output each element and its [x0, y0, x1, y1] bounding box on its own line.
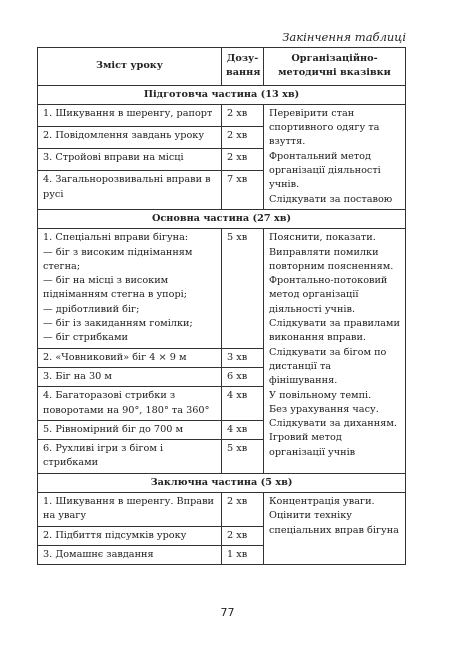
row-content-title: 1. Спеціальні вправи бігуна:: [43, 232, 189, 244]
sub-item: — біг з високим підніманням стегна;: [43, 246, 193, 272]
header-content: Зміст уроку: [38, 48, 222, 86]
row-dose: 2 хв: [222, 493, 264, 527]
row-content: 4. Загальнорозвивальні вправи в русі: [38, 171, 222, 210]
row-dose: 2 хв: [222, 127, 264, 149]
row-content: [38, 229, 222, 348]
row-content: 3. Стройові вправи на місці: [38, 149, 222, 171]
table-row: [38, 104, 406, 126]
page-number: 77: [220, 606, 235, 619]
row-content: 5. Рівномірний біг до 700 м: [38, 420, 222, 439]
sub-item: — біг із закиданням гомілки;: [43, 318, 193, 330]
note-line: Концентрація уваги.: [269, 496, 375, 508]
notes-main: [264, 229, 406, 473]
row-content: 2. Підбиття підсумків уроку: [38, 526, 222, 545]
row-dose: 1 хв: [222, 545, 264, 564]
row-dose: 2 хв: [222, 104, 264, 126]
note-line: У повільному темпі.: [269, 389, 372, 401]
note-line: Слідкувати за диханням.: [269, 418, 397, 430]
row-content: 4. Багаторазові стрибки з поворотами на 90°, 180° та 360°: [38, 387, 222, 421]
row-content: 2. «Човниковий» біг 4 × 9 м: [38, 348, 222, 367]
header-guidance-line2: методичні вказівки: [278, 67, 391, 79]
section-row-preparatory: [38, 85, 406, 104]
section-title-main: Основна частина (27 хв): [38, 209, 406, 228]
row-dose: 7 хв: [222, 171, 264, 210]
table-continuation-note: Закінчення таблиці: [282, 30, 406, 44]
row-dose: 2 хв: [222, 526, 264, 545]
note-line: Фронтальний метод організації діяльності учнів.: [269, 150, 381, 191]
header-guidance: [264, 48, 406, 86]
row-dose: 2 хв: [222, 149, 264, 171]
note-line: Виправляти помилки повторним поясненням.: [269, 246, 394, 272]
notes-preparatory: [264, 104, 406, 209]
row-content: 3. Біг на 30 м: [38, 367, 222, 386]
note-line: Пояснити, показати.: [269, 232, 376, 244]
note-line: Перевірити стан спортивного одягу та взуття.: [269, 107, 380, 148]
section-row-final: [38, 473, 406, 492]
note-line: Оцінити техніку спеціальних вправ бігуна: [269, 510, 399, 536]
note-line: Слідкувати за поставою: [269, 193, 393, 205]
row-content: 2. Повідомлення завдань уроку: [38, 127, 222, 149]
note-line: Ігровий метод організації учнів: [269, 432, 356, 458]
row-content: 1. Шикування в шеренгу, рапорт: [38, 104, 222, 126]
sub-item: — дріботливий біг;: [43, 303, 140, 315]
sub-item: — біг на місці з високим підніманням стегна в упорі;: [43, 275, 188, 301]
sub-item: — біг стрибками: [43, 332, 128, 344]
row-dose: 5 хв: [222, 440, 264, 474]
row-content: 3. Домашнє завдання: [38, 545, 222, 564]
section-row-main: [38, 209, 406, 228]
row-dose: 4 хв: [222, 387, 264, 421]
header-guidance-line1: Організаційно-: [291, 53, 378, 64]
note-line: Фронтально-потоковий метод організації діяльності учнів.: [269, 275, 388, 315]
section-title-preparatory: Підготовча частина (13 хв): [38, 85, 406, 104]
table-header-row: [38, 48, 406, 86]
row-content: 6. Рухливі ігри з бігом і стрибками: [38, 440, 222, 474]
row-dose: 4 хв: [222, 420, 264, 439]
header-dosage: [222, 48, 264, 86]
header-dosage-line1: Дозу-: [226, 53, 259, 64]
note-line: Слідкувати за правилами виконання вправи.: [269, 318, 400, 344]
notes-final: [264, 493, 406, 565]
row-content: 1. Шикування в шеренгу. Вправи на увагу: [38, 493, 222, 527]
row-dose: 5 хв: [222, 229, 264, 348]
note-line: Слідкувати за бігом по дистанції та фінішування.: [269, 346, 387, 387]
table-row: [38, 493, 406, 527]
lesson-plan-table: [37, 47, 406, 565]
row-dose: 6 хв: [222, 367, 264, 386]
row-dose: 3 хв: [222, 348, 264, 367]
header-dosage-line2: вання: [226, 67, 261, 79]
note-line: Без урахування часу.: [269, 403, 379, 415]
section-title-final: Заключна частина (5 хв): [38, 473, 406, 492]
table-row: [38, 229, 406, 348]
